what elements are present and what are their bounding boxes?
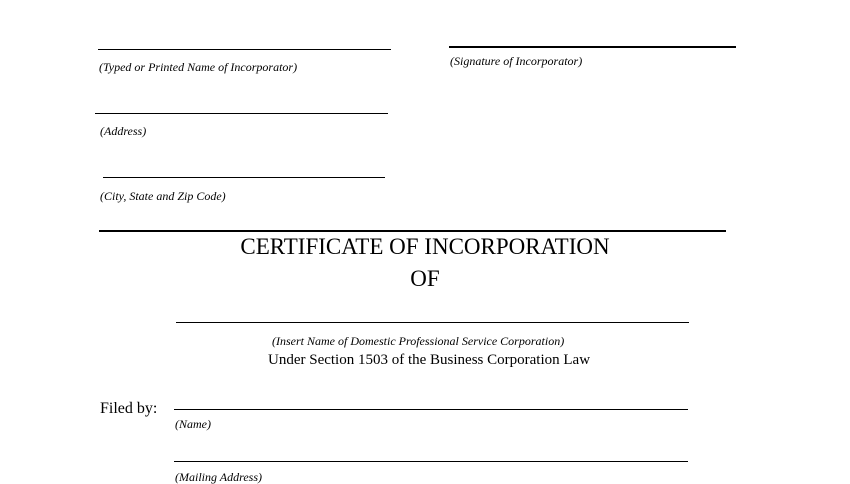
certificate-title: CERTIFICATE OF INCORPORATION [240,234,610,259]
incorporator-name-caption: (Typed or Printed Name of Incorporator) [99,60,298,74]
statute-reference: Under Section 1503 of the Business Corporation Law [268,352,591,368]
incorporator-address-field[interactable] [95,96,388,114]
incorporator-signature-field[interactable] [449,29,736,47]
incorporator-city-state-zip-caption: (City, State and Zip Code) [100,189,226,203]
filer-name-line [174,409,688,410]
incorporator-city-state-zip-line [103,177,385,178]
corporation-name-field[interactable] [176,305,689,323]
filed-by-label: Filed by: [100,400,158,417]
incorporator-signature-caption: (Signature of Incorporator) [450,54,583,68]
incorporator-city-state-zip-field[interactable] [103,160,385,178]
section-divider [99,230,726,232]
incorporator-address-line [95,113,388,114]
incorporator-name-line [98,49,391,50]
incorporator-signature-line [449,46,736,48]
filer-mailing-address-field[interactable] [174,444,688,462]
incorporator-address-caption: (Address) [100,124,147,138]
incorporator-name-field[interactable] [98,32,391,50]
filer-mailing-address-line [174,461,688,462]
filer-name-caption: (Name) [175,417,211,431]
filer-mailing-address-caption: (Mailing Address) [175,470,262,484]
corporation-name-line [176,322,689,323]
corporation-name-caption: (Insert Name of Domestic Professional Service Corporation) [272,334,565,348]
filer-name-field[interactable] [174,392,688,410]
certificate-title-of: OF [410,266,440,291]
